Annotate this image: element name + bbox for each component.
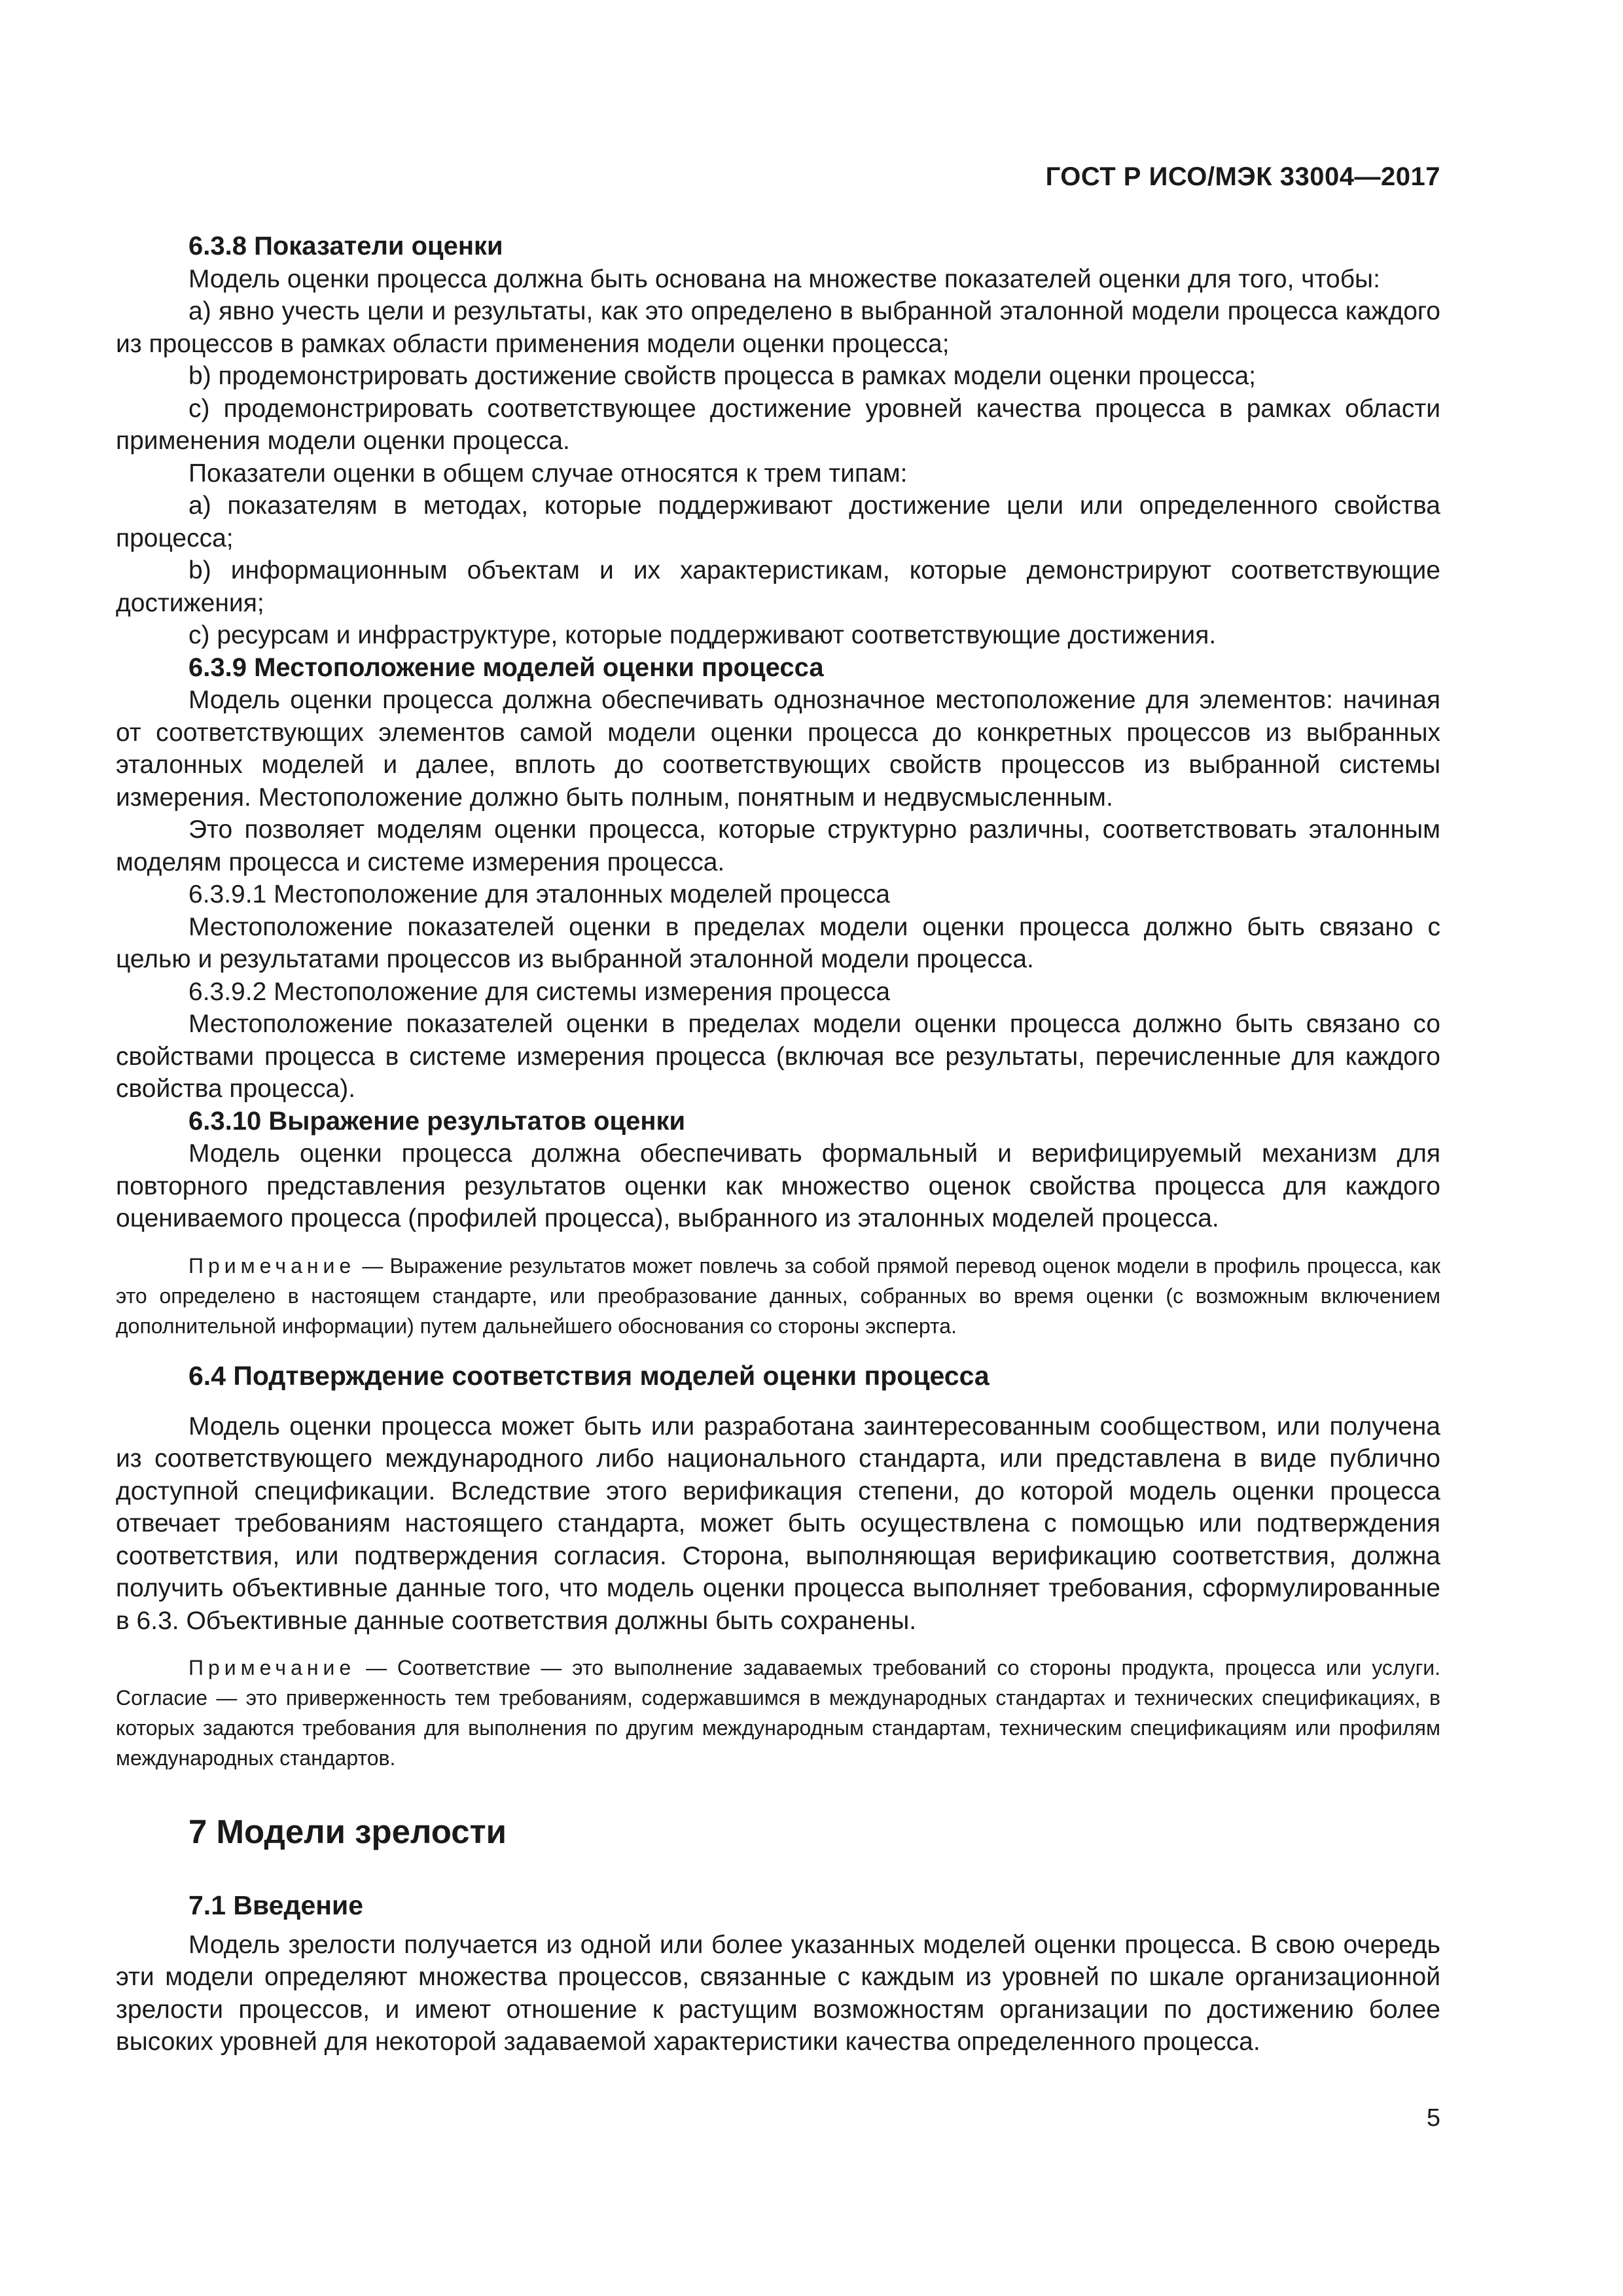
note-label: Примечание <box>188 1253 356 1278</box>
paragraph: Это позволяет моделям оценки процесса, которые структурно различны, соответствовать эталонным моделям процесса и системе измерения процесса. <box>116 816 1440 876</box>
page-header-standard-id: ГОСТ Р ИСО/МЭК 33004—2017 <box>1045 162 1440 191</box>
heading-6-3-8: 6.3.8 Показатели оценки <box>188 232 503 260</box>
note-text: — Выражение результатов может повлечь за собой прямой перевод оценок модели в профиль процесса, как это определено в настоящем стандарте, или преобразование данных, собранных во время оценки (с возможным включением дополнительной информации) путем дальнейшего обоснования со стороны эксперта. <box>116 1253 1440 1338</box>
document-page <box>116 0 1440 2296</box>
subheading-6-3-9-1: 6.3.9.1 Местоположение для эталонных моделей процесса <box>188 880 890 908</box>
list-item: c) продемонстрировать соответствующее достижение уровней качества процесса в рамках области применения модели оценки процесса. <box>116 394 1440 455</box>
heading-6-4: 6.4 Подтверждение соответствия моделей оценки процесса <box>188 1360 990 1391</box>
paragraph: Модель оценки процесса должна быть основана на множестве показателей оценки для того, чтобы: <box>188 264 1380 293</box>
note-text: — Соответствие — это выполнение задаваемых требований со стороны продукта, процесса или услуги. Согласие — это приверженность тем требованиям, содержавшимся в международных стандартах и технических спецификациях, в которых задаются требования для выполнения по другим международным стандартам, техническим спецификациям или профилям международных стандартов. <box>116 1656 1440 1770</box>
paragraph: Модель оценки процесса должна обеспечивать формальный и верифицируемый механизм для повторного представления результатов оценки как множество оценок свойства процесса для каждого оцениваемого процесса (профилей процесса), выбранного из эталонных моделей процесса. <box>116 1139 1440 1232</box>
heading-6-3-9: 6.3.9 Местоположение моделей оценки процесса <box>188 653 824 682</box>
document-body <box>116 230 1440 2058</box>
note-block <box>116 1251 1440 1341</box>
heading-7: 7 Модели зрелости <box>188 1813 507 1850</box>
paragraph: Модель зрелости получается из одной или более указанных моделей оценки процесса. В свою очередь эти модели определяют множества процессов, связанные с каждым из уровней по шкале организационной зрелости процессов, и имеют отношение к растущим возможностям организации по достижению более высоких уровней для некоторой задаваемой характеристики качества определенного процесса. <box>116 1930 1440 2056</box>
list-item: a) явно учесть цели и результаты, как это определено в выбранной эталонной модели процесса каждого из процессов в рамках области применения модели оценки процесса; <box>116 297 1440 358</box>
heading-7-1: 7.1 Введение <box>188 1890 364 1920</box>
list-item: a) показателям в методах, которые поддерживают достижение цели или определенного свойства процесса; <box>116 492 1440 552</box>
list-item: b) информационным объектам и их характеристикам, которые демонстрируют соответствующие достижения; <box>116 556 1440 617</box>
note-block <box>116 1653 1440 1773</box>
paragraph: Местоположение показателей оценки в пределах модели оценки процесса должно быть связано с целью и результатами процессов из выбранной эталонной модели процесса. <box>116 912 1440 973</box>
paragraph: Модель оценки процесса может быть или разработана заинтересованным сообществом, или получена из соответствующего международного либо национального стандарта, или представлена в виде публично доступной спецификации. Вследствие этого верификация степени, до которой модель оценки процесса отвечает требованиям настоящего стандарта, может быть осуществлена с помощью или подтверждения соответствия, или подтверждения согласия. Сторона, выполняющая верификацию соответствия, должна получить объективные данные того, что модель оценки процесса выполняет требования, сформулированные в 6.3. Объективные данные соответствия должны быть сохранены. <box>116 1412 1440 1635</box>
paragraph: Местоположение показателей оценки в пределах модели оценки процесса должно быть связано со свойствами процесса в системе измерения процесса (включая все результаты, перечисленные для каждого свойства процесса). <box>116 1010 1440 1103</box>
paragraph: Показатели оценки в общем случае относятся к трем типам: <box>188 459 908 488</box>
list-item: b) продемонстрировать достижение свойств процесса в рамках модели оценки процесса; <box>188 362 1256 390</box>
heading-6-3-10: 6.3.10 Выражение результатов оценки <box>188 1106 686 1136</box>
note-label: Примечание <box>188 1656 356 1679</box>
subheading-6-3-9-2: 6.3.9.2 Местоположение для системы измерения процесса <box>188 977 891 1006</box>
paragraph: Модель оценки процесса должна обеспечивать однозначное местоположение для элементов: начиная от соответствующих элементов самой модели оценки процесса до конкретных процессов из выбранных эталонных моделей и далее, вплоть до соответствующих свойств процессов из выбранной системы измерения. Местоположение должно быть полным, понятным и недвусмысленным. <box>116 686 1440 812</box>
list-item: c) ресурсам и инфраструктуре, которые поддерживают соответствующие достижения. <box>188 621 1217 649</box>
page-number: 5 <box>1426 2104 1440 2132</box>
